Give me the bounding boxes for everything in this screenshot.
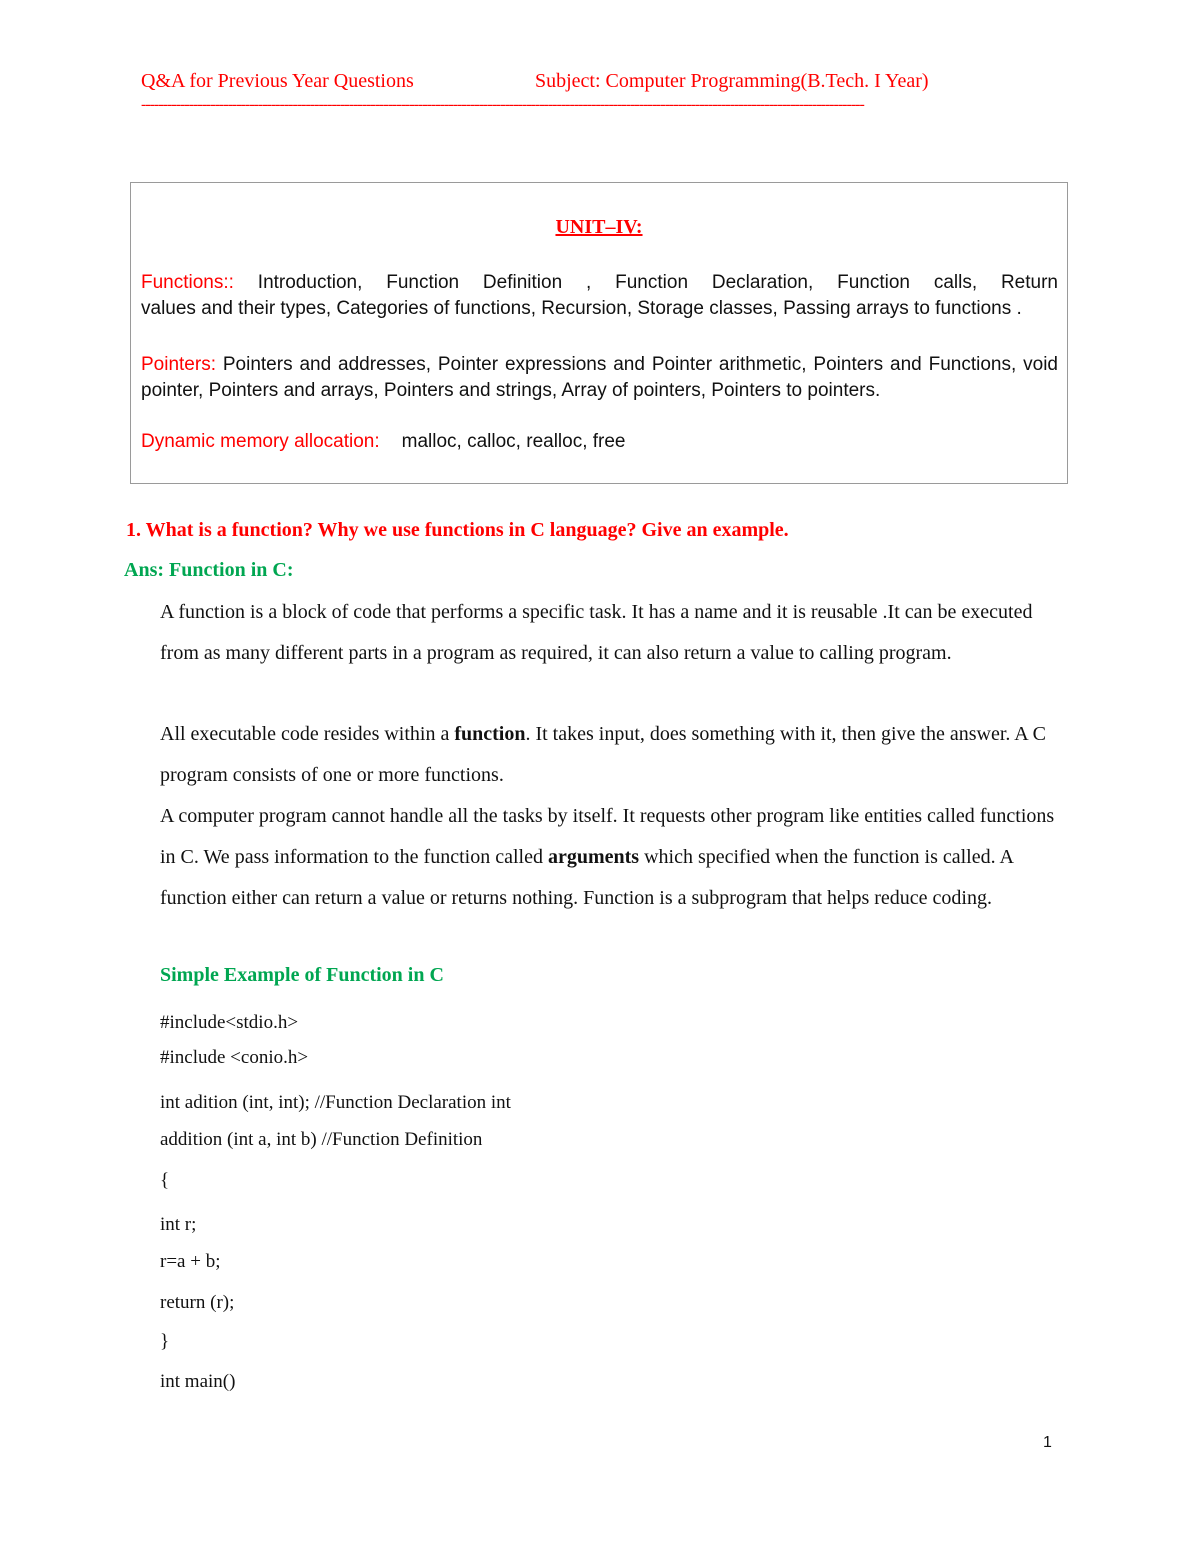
header-subject: Subject: Computer Programming(B.Tech. I Year) [535, 70, 929, 92]
pointers-label: Pointers: [141, 354, 216, 375]
pointers-body: Pointers and addresses, Pointer expressions and Pointer arithmetic, Pointers and Functions, void pointer, Pointers and arrays, Pointers and strings, Array of pointers, Pointers to pointers. [141, 354, 1058, 401]
question-1: 1. What is a function? Why we use functions in C language? Give an example. [126, 519, 789, 541]
p3-before: A computer program cannot handle all the tasks by itself. It requests other program like entities called functions in C. We pass information to the function called [160, 805, 1055, 868]
p2-bold-term: function [454, 723, 526, 745]
example-heading: Simple Example of Function in C [160, 964, 444, 986]
code-line: r=a + b; [160, 1251, 221, 1272]
dma-items: malloc, calloc, realloc, free [401, 431, 626, 452]
code-line: addition (int a, int b) //Function Definition [160, 1129, 483, 1150]
code-line: int adition (int, int); //Function Declaration int [160, 1092, 511, 1113]
p3-bold-term: arguments [547, 846, 640, 868]
code-line: int main() [160, 1371, 236, 1392]
answer-paragraph-3 [160, 796, 1060, 919]
answer-paragraph-1: A function is a block of code that performs a specific task. It has a name and it is reusable .It can be executed from as many different parts in a program as required, it can also return a value to calling program. [160, 601, 1033, 664]
syllabus-functions [141, 270, 1058, 322]
code-line: #include<stdio.h> [160, 1012, 299, 1033]
syllabus-dma [141, 429, 1058, 455]
functions-body-rest: values and their types, Categories of functions, Recursion, Storage classes, Passing arrays to functions . [141, 298, 1022, 319]
code-line: { [160, 1170, 170, 1191]
code-line: } [160, 1331, 170, 1352]
code-line: int r; [160, 1214, 197, 1235]
page-number: 1 [1043, 1434, 1052, 1451]
header-left-title: Q&A for Previous Year Questions [141, 70, 414, 92]
answer-heading: Ans: Function in C: [124, 559, 294, 581]
dma-label: Dynamic memory allocation: [141, 431, 380, 452]
p2-after: . It takes input, does something with it, then give the answer. A C program consists of one or more functions. [160, 723, 1046, 786]
p2-before: All executable code resides within a [160, 723, 455, 745]
functions-label: Functions:: [141, 272, 234, 293]
header-dashed-rule: ----------------------------------------------------------------------------------------------------------------------------------------------------------------------- [141, 96, 864, 113]
code-line: return (r); [160, 1292, 235, 1313]
functions-body-line1: Introduction, Function Definition , Function Declaration, Function calls, Return [233, 272, 1058, 293]
answer-paragraph-2 [160, 714, 1060, 796]
code-line: #include <conio.h> [160, 1047, 309, 1068]
p3-after: which specified when the function is called. A function either can return a value or returns nothing. Function is a subprogram that helps reduce coding. [160, 846, 1013, 909]
syllabus-pointers [141, 352, 1058, 404]
unit-title: UNIT–IV: [555, 216, 643, 238]
